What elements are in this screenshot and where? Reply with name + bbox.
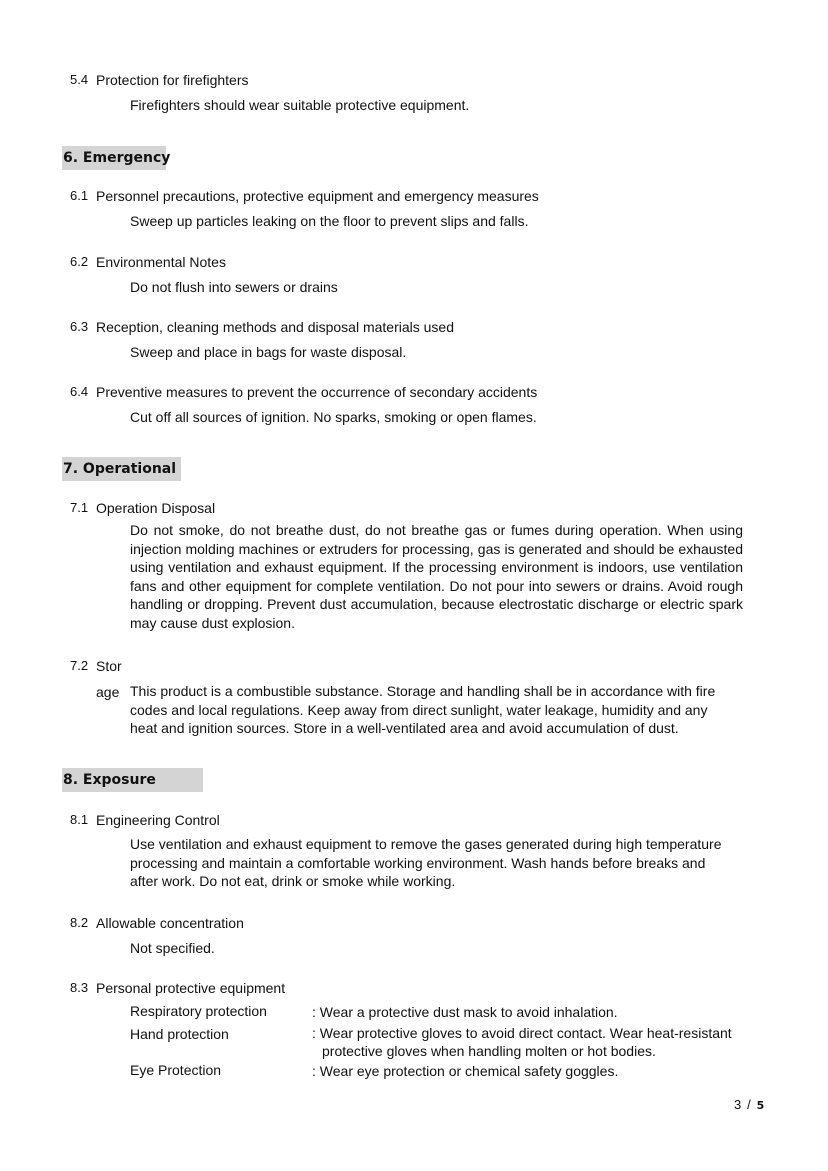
section-6-1-number: 6.1 bbox=[70, 188, 89, 203]
section-7-heading-bar bbox=[62, 457, 181, 481]
ppe-eye-label: Eye Protection bbox=[130, 1062, 222, 1078]
ppe-hand-value-line1: : Wear protective gloves to avoid direct contact. Wear heat-resistant bbox=[312, 1025, 732, 1041]
page-separator: / bbox=[747, 1097, 751, 1112]
section-6-2-text: Do not flush into sewers or drains bbox=[130, 279, 338, 295]
section-6-heading-bar bbox=[62, 146, 171, 170]
section-7-heading: 7. Operational bbox=[63, 461, 177, 477]
section-8-1-number: 8.1 bbox=[70, 812, 89, 827]
section-6-4-title: Preventive measures to prevent the occurrence of secondary accidents bbox=[96, 384, 538, 400]
section-6-2-title: Environmental Notes bbox=[96, 254, 226, 270]
section-5-4-number: 5.4 bbox=[70, 72, 89, 87]
section-8-heading-bar bbox=[62, 768, 203, 792]
section-5-4-title: Protection for firefighters bbox=[96, 72, 249, 88]
section-8-2-text: Not specified. bbox=[130, 940, 215, 956]
section-7-2-number: 7.2 bbox=[70, 658, 89, 673]
section-5-4-text: Firefighters should wear suitable protective equipment. bbox=[130, 97, 470, 113]
section-6-3-text: Sweep and place in bags for waste disposal. bbox=[130, 344, 407, 360]
section-8-1-title: Engineering Control bbox=[96, 812, 220, 828]
section-6-2-number: 6.2 bbox=[70, 254, 89, 269]
page-number bbox=[734, 1096, 764, 1112]
section-6-3-number: 6.3 bbox=[70, 319, 89, 334]
section-7-1-title: Operation Disposal bbox=[96, 500, 216, 516]
section-6-4-number: 6.4 bbox=[70, 384, 89, 399]
section-8-2-title: Allowable concentration bbox=[96, 915, 244, 931]
ppe-hand-label: Hand protection bbox=[130, 1026, 229, 1042]
section-7-2-title-part2: age bbox=[96, 684, 120, 700]
ppe-respiratory-value: : Wear a protective dust mask to avoid inhalation. bbox=[312, 1004, 618, 1020]
ppe-respiratory-label: Respiratory protection bbox=[130, 1003, 267, 1019]
section-6-1-title: Personnel precautions, protective equipment and emergency measures bbox=[96, 188, 539, 204]
section-8-3-title: Personal protective equipment bbox=[96, 980, 286, 996]
ppe-hand-value-line2: protective gloves when handling molten or hot bodies. bbox=[322, 1043, 656, 1059]
page-total: 5 bbox=[756, 1099, 765, 1112]
section-6-4-text: Cut off all sources of ignition. No sparks, smoking or open flames. bbox=[130, 409, 537, 425]
section-7-2-title-part1: Stor bbox=[96, 658, 122, 674]
ppe-eye-value: : Wear eye protection or chemical safety goggles. bbox=[312, 1063, 619, 1079]
section-8-heading: 8. Exposure bbox=[63, 772, 156, 788]
section-6-1-text: Sweep up particles leaking on the floor to prevent slips and falls. bbox=[130, 213, 529, 229]
section-8-2-number: 8.2 bbox=[70, 915, 89, 930]
section-7-1-number: 7.1 bbox=[70, 500, 89, 515]
section-8-3-number: 8.3 bbox=[70, 980, 89, 995]
section-6-3-title: Reception, cleaning methods and disposal materials used bbox=[96, 319, 454, 335]
section-8-1-text: Use ventilation and exhaust equipment to remove the gases generated during high temperature processing and maintain a comfortable working environment. Wash hands before breaks and after work. Do not eat, drink or smoke while working. bbox=[130, 836, 722, 889]
section-7-1-text: Do not smoke, do not breathe dust, do not breathe gas or fumes during operation. When using injection molding machines or extruders for processing, gas is generated and should be exhausted using ventilation and exhaust equipment. If the processing environment is indoors, use ventilation fans and other equipment for complete ventilation. Do not pour into sewers or drains. Avoid rough handling or dropping. Prevent dust accumulation, because electrostatic discharge or electric spark may cause dust explosion. bbox=[130, 522, 743, 631]
page-current: 3 bbox=[734, 1097, 742, 1112]
section-7-2-text: This product is a combustible substance. Storage and handling shall be in accordance with fire codes and local regulations. Keep away from direct sunlight, water leakage, humidity and any heat and ignition sources. Store in a well-ventilated area and avoid accumulation of dust. bbox=[130, 683, 716, 736]
section-6-heading: 6. Emergency bbox=[63, 150, 171, 166]
